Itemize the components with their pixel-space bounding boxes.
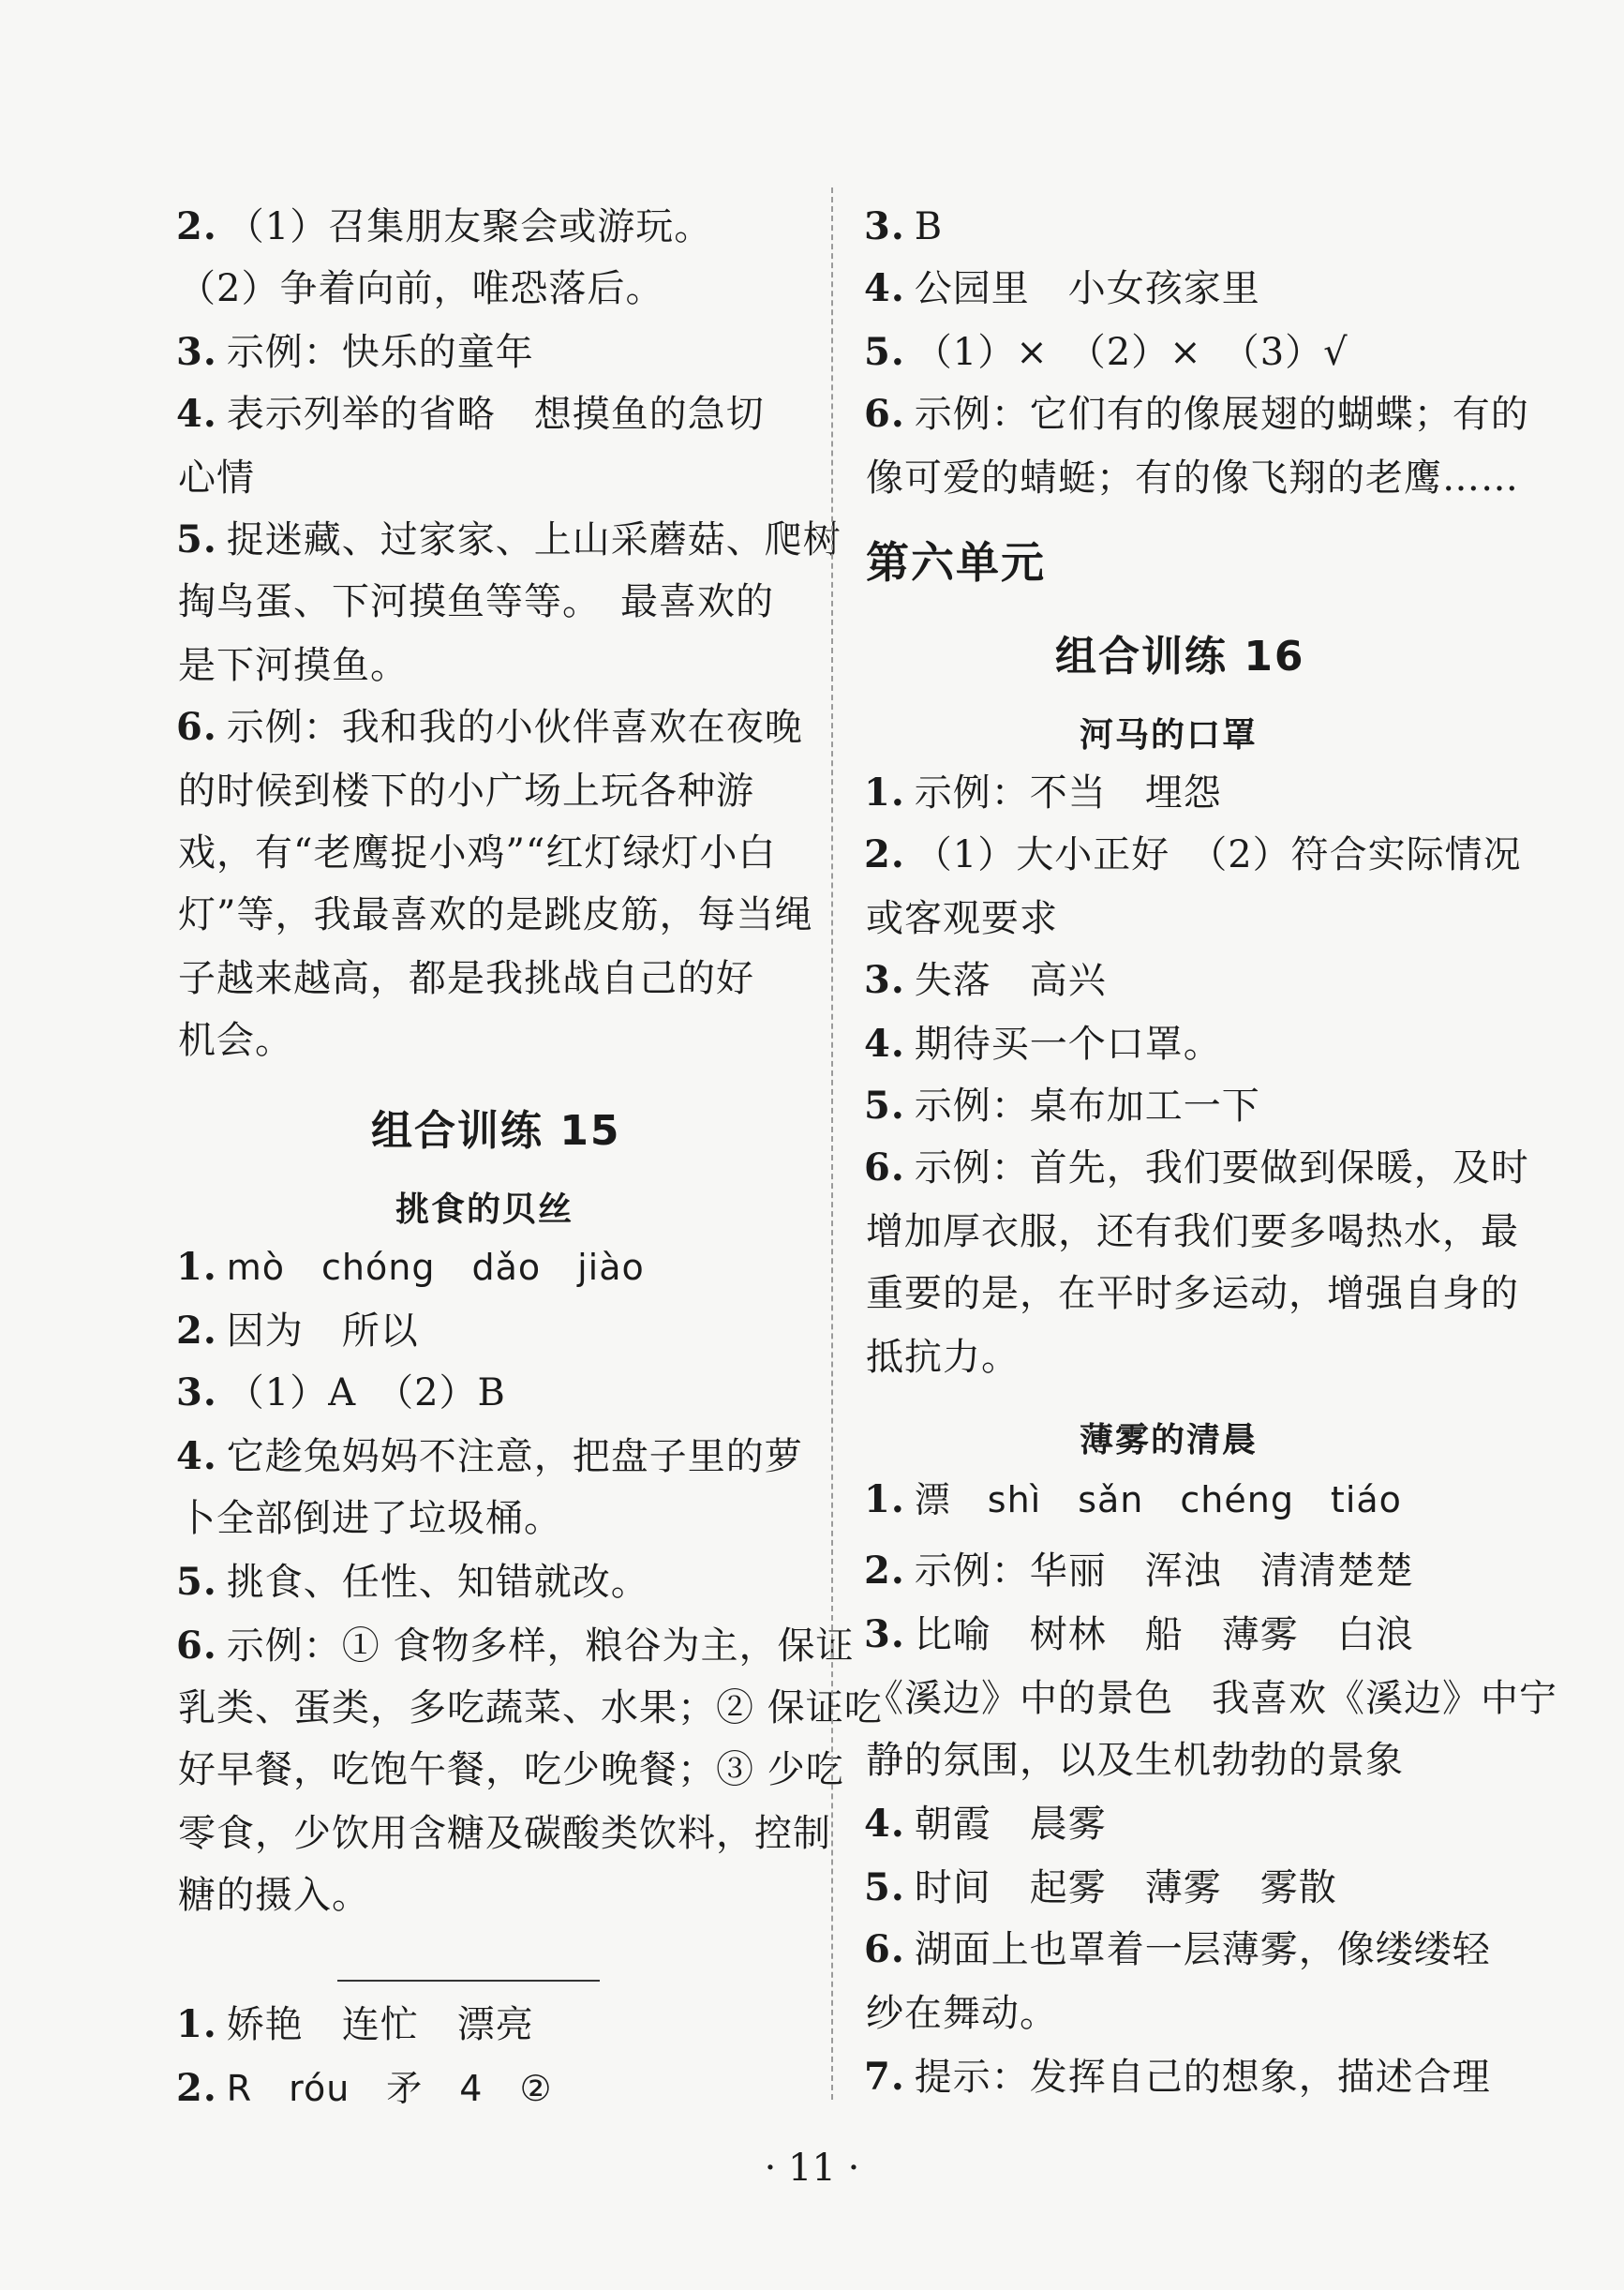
answer-line: 4. 它趁兔妈妈不注意，把盘子里的萝 [176,1434,803,1478]
answer-line: 纱在舞动。 [866,1992,1058,2035]
answer-line: 5. 捉迷藏、过家家、上山采蘑菇、爬树 [176,517,842,561]
answer-line: 或客观要求 [866,897,1058,940]
answer-line: 2. R róu 矛 4 ② [176,2066,553,2110]
answer-line: 糖的摄入。 [178,1874,370,1917]
answer-line: 2. 因为 所以 [176,1309,419,1353]
answer-line: 1. 漂 shì sǎn chéng tiáo [864,1477,1402,1521]
answer-line: 5. 时间 起雾 薄雾 雾散 [864,1865,1337,1909]
answer-line: 5. 示例：桌布加工一下 [864,1084,1260,1128]
answer-line: 重要的是，在平时多运动，增强自身的 [866,1272,1519,1315]
section-title: 组合训练 15 [371,1107,621,1155]
answer-line: 3. （1）A （2）B [176,1370,506,1414]
section-subtitle: 薄雾的清晨 [1080,1421,1259,1459]
answer-line: 2. 示例：华丽 浑浊 清清楚楚 [864,1549,1414,1593]
page-number: · 11 · [764,2147,860,2190]
answer-line: 抵抗力。 [866,1336,1020,1379]
answer-line: 卜全部倒进了垃圾桶。 [178,1497,562,1540]
answer-line: 1. 示例：不当 埋怨 [864,771,1222,815]
answer-line: 3. 失落 高兴 [864,958,1107,1002]
section-subtitle: 挑食的贝丝 [395,1190,574,1229]
answer-line: 6. 示例：我和我的小伙伴喜欢在夜晚 [176,705,803,749]
answer-line: 机会。 [178,1019,293,1062]
answer-line: 灯”等，我最喜欢的是跳皮筋，每当绳 [178,893,813,936]
answer-line: 戏，有“老鹰捉小鸡”“红灯绿灯小白 [178,831,777,875]
answer-line: 5. （1）× （2）× （3）√ [864,330,1348,374]
answer-line: 6. 示例：① 食物多样，粮谷为主，保证 [176,1624,855,1668]
answer-line: 静的氛围，以及生机勃勃的景象 [866,1739,1404,1782]
column-divider [831,187,833,2100]
answer-line: 子越来越高，都是我挑战自己的好 [178,957,754,1000]
answer-line: 像可爱的蜻蜓；有的像飞翔的老鹰…… [866,457,1519,500]
answer-line: 的时候到楼下的小广场上玩各种游 [178,770,754,813]
answer-line: 4. 公园里 小女孩家里 [864,266,1260,310]
answer-line: （2）争着向前，唯恐落后。 [178,267,664,310]
answer-line: 增加厚衣服，还有我们要多喝热水，最 [866,1210,1519,1253]
section-subtitle: 河马的口罩 [1080,716,1259,755]
answer-line: 3. B [864,204,944,248]
answer-line: 3. 示例：快乐的童年 [176,330,534,374]
answer-line: 4. 朝霞 晨雾 [864,1802,1107,1846]
answer-line: 5. 挑食、任性、知错就改。 [176,1560,649,1604]
answer-line: 3. 比喻 树林 船 薄雾 白浪 [864,1612,1414,1656]
answer-line: 7. 提示：发挥自己的想象，描述合理 [864,2055,1491,2099]
answer-line: 好早餐，吃饱午餐，吃少晚餐；③ 少吃 [178,1748,844,1791]
answer-line: 乳类、蛋类，多吃蔬菜、水果；② 保证吃 [178,1686,883,1729]
answer-line: 心情 [178,457,255,500]
answer-line: 4. 期待买一个口罩。 [864,1022,1222,1066]
answer-line: 6. 示例：它们有的像展翅的蝴蝶；有的 [864,392,1529,436]
answer-line: 2. （1）召集朋友聚会或游玩。 [176,204,713,248]
answer-line: 零食，少饮用含糖及碳酸类饮料，控制 [178,1812,831,1855]
answer-line: 2. （1）大小正好 （2）符合实际情况 [864,832,1522,876]
answer-line: 6. 湖面上也罩着一层薄雾，像缕缕轻 [864,1927,1491,1971]
section-title: 组合训练 16 [1055,633,1305,681]
unit-title: 第六单元 [866,537,1046,588]
answer-line: 1. 娇艳 连忙 漂亮 [176,2002,534,2046]
answer-line: 掏鸟蛋、下河摸鱼等等。 最喜欢的 [178,580,774,623]
answer-line: 是下河摸鱼。 [178,644,409,687]
answer-line: 1. mò chóng dǎo jiào [176,1245,645,1289]
answer-line: 6. 示例：首先，我们要做到保暖，及时 [864,1145,1529,1190]
answer-line: 《溪边》中的景色 我喜欢《溪边》中宁 [866,1677,1557,1720]
divider-rule [337,1980,600,1982]
answer-line: 4. 表示列举的省略 想摸鱼的急切 [176,392,765,436]
